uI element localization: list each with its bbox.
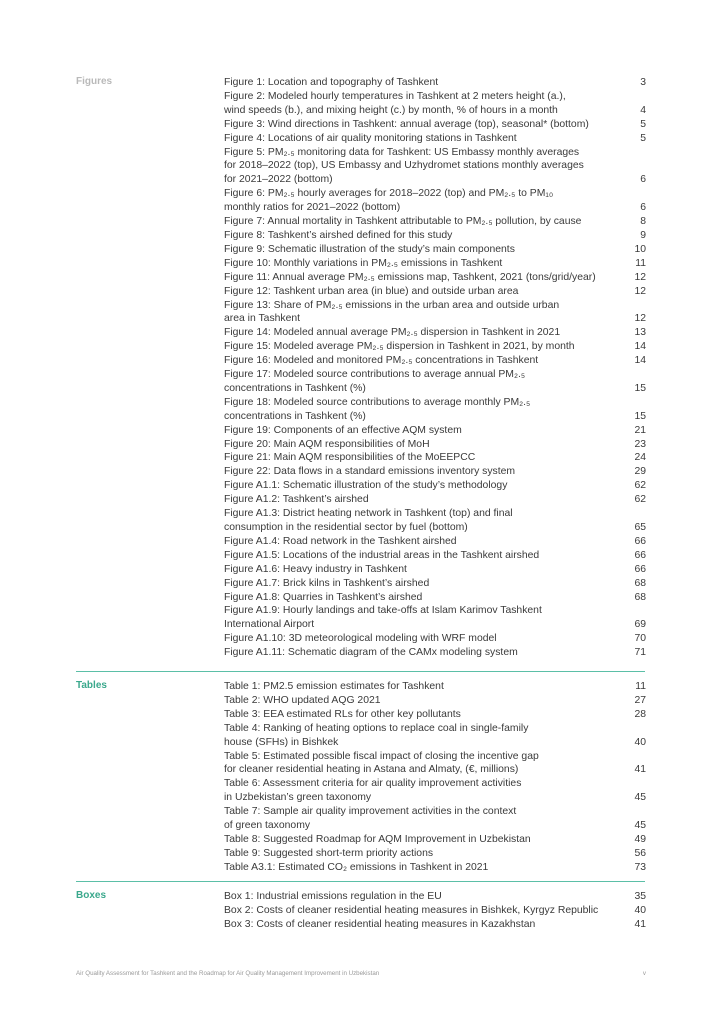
toc-entry-page: 6 [640,202,646,214]
toc-entry-page: 8 [640,216,646,228]
toc-entry-page: 70 [634,633,646,645]
toc-entry[interactable] [224,632,646,646]
toc-entry-page: 65 [634,522,646,533]
toc-entry-title: Figure 5: PM₂.₅ monitoring data for Tashkent: US Embassy monthly averages for 2018–2022 (top), US Embassy and Uzhydromet stations monthly averages for 2021–2022 (bottom) [224,146,584,186]
toc-entry-title: Table 1: PM2.5 emission estimates for Tashkent [224,681,444,692]
toc-entry-title: Figure 1: Location and topography of Tashkent [224,77,439,88]
toc-entry[interactable] [224,890,646,904]
toc-entry-title: Figure 17: Modeled source contributions to average annual PM₂.₅ concentrations in Tashkent (%) [224,369,526,394]
toc-entry-title: Figure 22: Data flows in a standard emissions inventory system [224,466,516,478]
boxes-list [224,890,646,932]
toc-entry[interactable] [224,465,646,479]
toc-entry-title: Figure 3: Wind directions in Tashkent: annual average (top), seasonal* (bottom) [224,118,589,130]
toc-entry-page: 12 [634,313,646,325]
toc-entry[interactable] [224,299,646,327]
toc-entry[interactable] [224,549,646,563]
toc-entry[interactable] [224,396,646,424]
toc-entry-page: 66 [634,535,646,547]
toc-entry-page: 11 [635,257,646,269]
toc-entry-page: 69 [634,619,646,631]
toc-entry-page: 15 [634,410,646,422]
toc-entry[interactable] [224,146,646,188]
toc-entry-title: Figure 10: Monthly variations in PM₂.₅ emissions in Tashkent [224,257,503,269]
toc-entry-title: Figure 13: Share of PM₂.₅ emissions in the urban area and outside urban area in Tashkent [224,299,560,325]
toc-entry-page: 4 [640,104,646,116]
toc-entry-title: Figure 2: Modeled hourly temperatures in Tashkent at 2 meters height (a.), wind speeds (b.), and mixing height (c.) by month, % of hours in a month [224,90,566,116]
toc-entry-page: 5 [640,118,646,130]
toc-entry[interactable] [224,805,646,833]
toc-entry-title: Box 3: Costs of cleaner residential heating measures in Kazakhstan [224,918,536,930]
toc-entry[interactable] [224,451,646,465]
toc-entry-page: 24 [634,452,646,464]
toc-entry-page: 12 [634,285,646,297]
toc-entry-page: 68 [634,591,646,603]
toc-entry[interactable] [224,918,646,932]
toc-entry-title: Figure A1.11: Schematic diagram of the CAMx modeling system [224,647,518,659]
toc-entry-page: 12 [634,271,646,283]
toc-entry[interactable] [224,257,646,271]
toc-entry-page: 40 [634,904,646,916]
toc-entry-title: Figure 7: Annual mortality in Tashkent attributable to PM₂.₅ pollution, by cause [224,216,582,228]
toc-entry-title: Figure A1.1: Schematic illustration of the study’s methodology [224,480,508,492]
toc-entry[interactable] [224,591,646,605]
toc-entry[interactable] [224,777,646,805]
toc-entry-title: Figure 20: Main AQM responsibilities of MoH [224,438,430,450]
toc-entry[interactable] [224,326,646,340]
toc-entry[interactable] [224,229,646,243]
toc-entry[interactable] [224,285,646,299]
toc-entry-title: Figure A1.10: 3D meteorological modeling with WRF model [224,633,497,645]
toc-entry-page: 62 [634,494,646,506]
toc-entry-title: Table 8: Suggested Roadmap for AQM Improvement in Uzbekistan [224,833,531,845]
toc-entry-title: Table A3.1: Estimated CO₂ emissions in Tashkent in 2021 [224,861,489,873]
toc-entry-title: Figure A1.3: District heating network in Tashkent (top) and final consumption in the residential sector by fuel (bottom) [224,508,513,533]
figures-list [224,76,646,660]
toc-entry-page: 41 [634,764,646,776]
toc-entry-page: 45 [634,820,646,832]
toc-entry-page: 11 [635,681,646,692]
toc-entry-page: 14 [634,341,646,353]
toc-entry-page: 6 [640,174,646,186]
toc-entry-page: 62 [634,480,646,492]
toc-entry-title: Figure 18: Modeled source contributions to average monthly PM₂.₅ concentrations in Tashkent (%) [224,396,531,422]
toc-entry[interactable] [224,722,646,750]
toc-entry-page: 49 [634,833,646,845]
toc-entry[interactable] [224,507,646,535]
toc-entry-page: 21 [634,424,646,436]
toc-entry-title: Table 9: Suggested short-term priority actions [224,847,434,859]
toc-entry-page: 9 [640,229,646,241]
toc-entry[interactable] [224,118,646,132]
toc-entry-page: 66 [634,549,646,561]
toc-entry[interactable] [224,90,646,118]
boxes-heading: Boxes [76,890,107,901]
toc-entry-title: Box 2: Costs of cleaner residential heating measures in Bishkek, Kyrgyz Republic [224,904,599,916]
toc-entry-page: 13 [634,327,646,339]
toc-entry[interactable] [224,861,646,875]
toc-entry-page: 5 [640,132,646,144]
toc-entry-page: 71 [634,647,646,659]
toc-entry-title: Table 7: Sample air quality improvement activities in the context of green taxonomy [224,806,517,832]
toc-entry-title: Figure A1.8: Quarries in Tashkent’s airshed [224,591,423,603]
toc-entry-page: 23 [634,438,646,450]
toc-entry[interactable] [224,424,646,438]
toc-entry-page: 73 [634,861,646,873]
toc-entry-title: Figure A1.5: Locations of the industrial areas in the Tashkent airshed [224,549,540,561]
footer-page-number: v [642,970,646,977]
toc-entry[interactable] [224,76,646,90]
figures-heading: Figures [76,76,113,87]
toc-entry-title: Figure A1.6: Heavy industry in Tashkent [224,563,407,575]
toc-entry-title: Figure 9: Schematic illustration of the study’s main components [224,243,515,255]
toc-entry[interactable] [224,132,646,146]
toc-entry[interactable] [224,479,646,493]
toc-entry[interactable] [224,847,646,861]
toc-entry[interactable] [224,646,646,660]
toc-entry[interactable] [224,493,646,507]
footer-text: Air Quality Assessment for Tashkent and the Roadmap for Air Quality Management Improvement in Uzbekistan [76,970,380,977]
toc-entry-title: Figure 15: Modeled average PM₂.₅ dispersion in Tashkent in 2021, by month [224,341,575,353]
toc-entry-page: 14 [634,355,646,367]
toc-entry[interactable] [224,215,646,229]
toc-entry-title: Figure 8: Tashkent’s airshed defined for this study [224,229,453,241]
toc-entry-page: 45 [634,792,646,804]
toc-entry-page: 15 [634,382,646,394]
toc-entry-page: 41 [634,918,646,930]
toc-entry[interactable] [224,535,646,549]
toc-entry-title: Table 5: Estimated possible fiscal impact of closing the incentive gap for cleaner residential heating in Astana and Almaty, (€, millions) [224,750,539,776]
toc-entry[interactable] [224,577,646,591]
toc-entry-title: Table 3: EEA estimated RLs for other key pollutants [224,708,461,720]
toc-entry[interactable] [224,368,646,396]
toc-entry[interactable] [224,271,646,285]
toc-entry-page: 56 [634,847,646,859]
toc-entry-title: Figure 4: Locations of air quality monitoring stations in Tashkent [224,132,517,144]
toc-entry[interactable] [224,187,646,215]
toc-entry-title: Figure 16: Modeled and monitored PM₂.₅ concentrations in Tashkent [224,355,539,367]
toc-entry[interactable] [224,694,646,708]
toc-entry-title: Figure 6: PM₂.₅ hourly averages for 2018–2022 (top) and PM₂.₅ to PM₁₀ monthly ratios for 2021–2022 (bottom) [224,188,554,214]
toc-entry-title: Figure 12: Tashkent urban area (in blue) and outside urban area [224,285,519,297]
toc-entry-title: Figure A1.9: Hourly landings and take-offs at Islam Karimov Tashkent International Airport [224,605,542,631]
toc-entry-title: Figure 14: Modeled annual average PM₂.₅ dispersion in Tashkent in 2021 [224,327,561,339]
toc-entry[interactable] [224,354,646,368]
toc-entry-page: 3 [640,77,646,88]
toc-entry[interactable] [224,708,646,722]
toc-entry-page: 40 [634,736,646,748]
toc-entry[interactable] [224,438,646,452]
toc-entry-page: 68 [634,577,646,589]
toc-entry-page: 27 [634,694,646,706]
tables-boxes-divider [76,881,645,882]
toc-entry-title: Table 4: Ranking of heating options to replace coal in single-family house (SFHs) in Bishkek [224,722,529,748]
toc-entry-title: Table 2: WHO updated AQG 2021 [224,694,381,706]
toc-entry[interactable] [224,340,646,354]
toc-entry[interactable] [224,833,646,847]
toc-entry[interactable] [224,563,646,577]
toc-entry-page: 28 [634,708,646,720]
toc-entry[interactable] [224,904,646,918]
toc-entry-page: 29 [634,466,646,478]
toc-entry-title: Figure 11: Annual average PM₂.₅ emissions map, Tashkent, 2021 (tons/grid/year) [224,271,596,283]
toc-entry[interactable] [224,750,646,778]
page-footer [76,970,646,977]
toc-entry[interactable] [224,604,646,632]
toc-entry-title: Figure 19: Components of an effective AQM system [224,424,462,436]
toc-entry-title: Figure A1.7: Brick kilns in Tashkent’s airshed [224,577,430,589]
toc-entry-page: 66 [634,563,646,575]
toc-entry-title: Figure A1.4: Road network in the Tashkent airshed [224,535,457,547]
toc-entry-title: Figure A1.2: Tashkent’s airshed [224,494,369,506]
toc-entry-title: Box 1: Industrial emissions regulation in the EU [224,891,442,902]
tables-list [224,680,646,875]
tables-heading: Tables [76,680,107,691]
toc-entry-page: 10 [634,243,646,255]
toc-entry-title: Table 6: Assessment criteria for air quality improvement activities in Uzbekistan’s green taxonomy [224,778,522,804]
figures-tables-divider [76,671,645,672]
toc-entry[interactable] [224,680,646,694]
toc-entry-page: 35 [634,891,646,902]
toc-entry-title: Figure 21: Main AQM responsibilities of the MoEEPCC [224,452,476,464]
toc-entry[interactable] [224,243,646,257]
